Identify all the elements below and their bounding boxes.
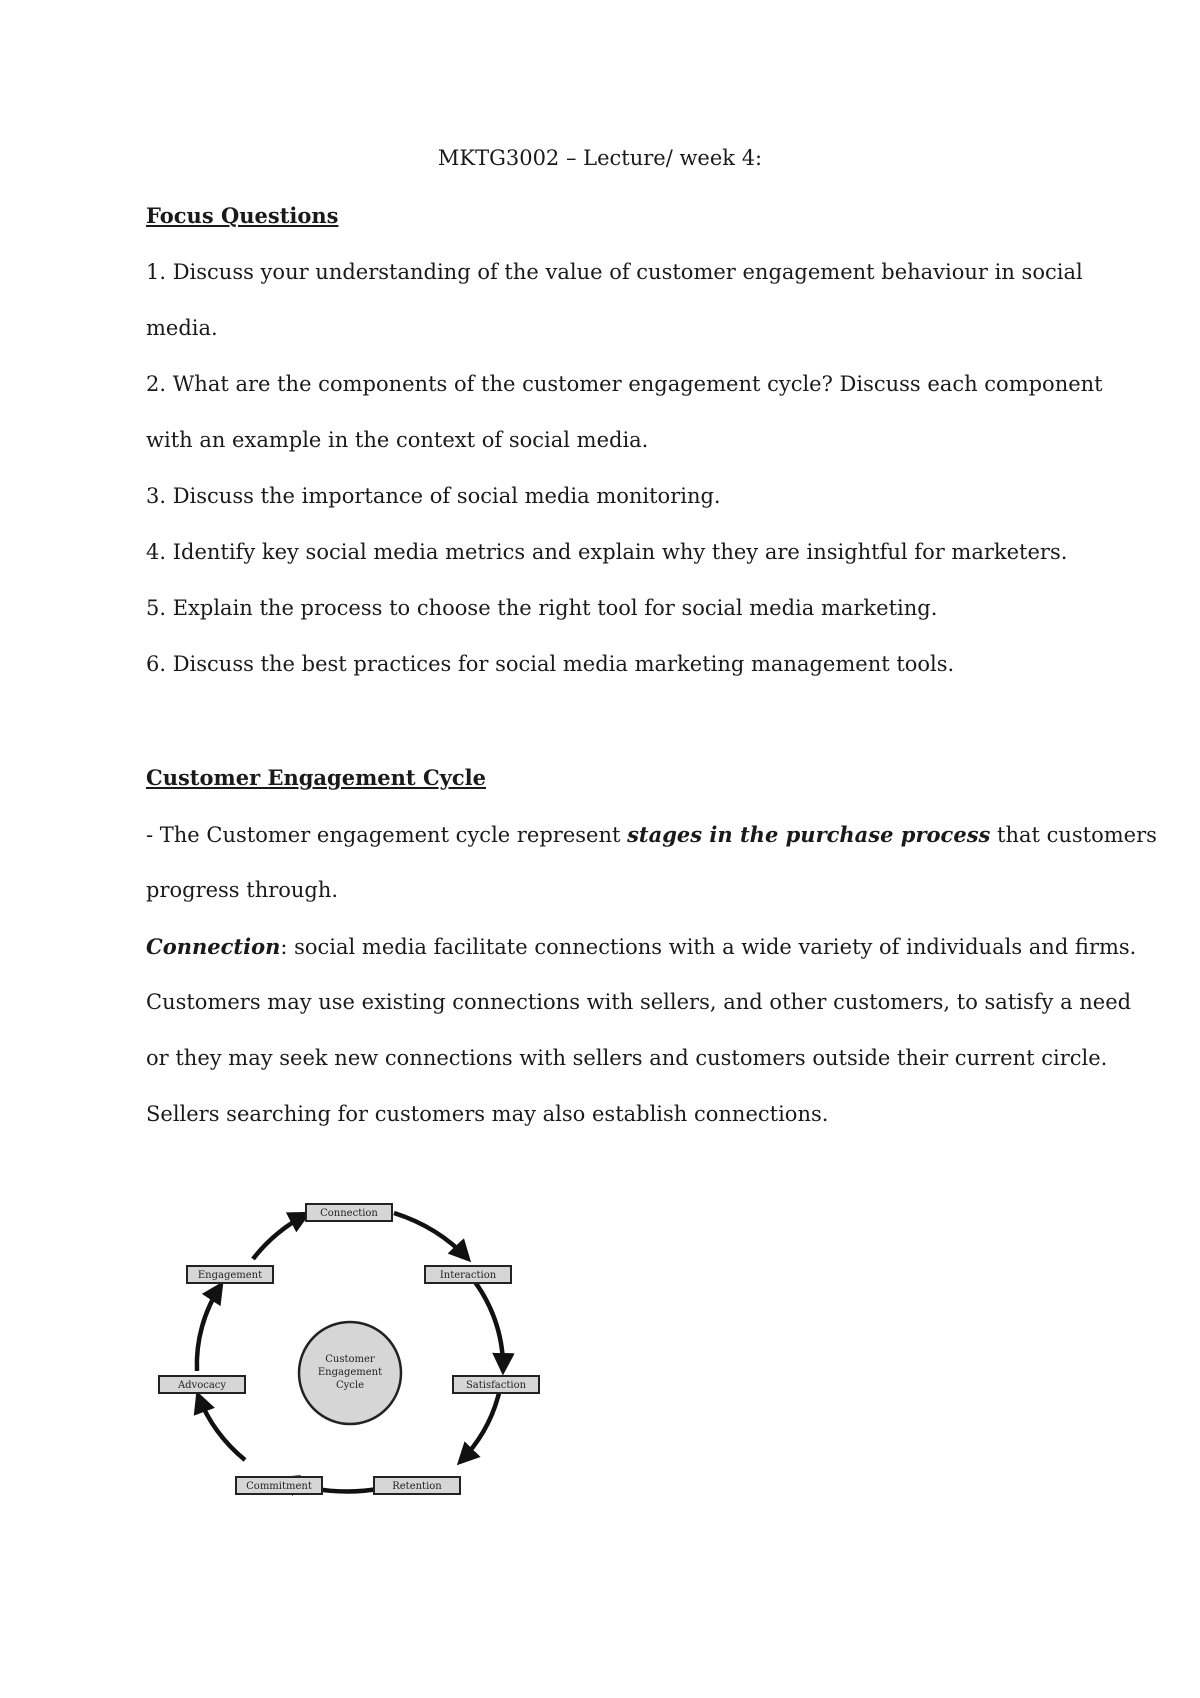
center-label: Engagement — [317, 1367, 383, 1378]
connection-term: Connection — [146, 934, 281, 959]
arrow-satisfaction-retention — [460, 1393, 499, 1462]
question-line: 4. Identify key social media metrics and explain why they are insightful for marketers. — [146, 540, 1068, 564]
arrow-connection-interaction — [394, 1213, 468, 1259]
stage-label-connection: Connection — [320, 1208, 378, 1219]
center-label: Cycle — [335, 1380, 365, 1391]
stage-label-commitment: Commitment — [246, 1481, 312, 1492]
connection-line-2: Customers may use existing connections with sellers, and other customers, to satisfy a need — [146, 990, 1132, 1014]
question-line: 3. Discuss the importance of social media monitoring. — [146, 484, 721, 508]
intro-line-2: progress through. — [146, 878, 339, 902]
engagement-cycle-diagram — [150, 1195, 550, 1525]
arrow-interaction-satisfaction — [475, 1282, 503, 1371]
question-line: 1. Discuss your understanding of the value of customer engagement behaviour in social — [146, 260, 1083, 284]
stage-label-engagement: Engagement — [197, 1270, 263, 1281]
connection-text: : social media facilitate connections with a wide variety of individuals and firms. — [280, 935, 1137, 959]
intro-line — [146, 822, 1157, 847]
question-line: with an example in the context of social media. — [146, 428, 649, 452]
connection-line — [146, 934, 1136, 959]
connection-line-4: Sellers searching for customers may also establish connections. — [146, 1102, 829, 1126]
center-label: Customer — [325, 1354, 375, 1365]
question-line: 2. What are the components of the customer engagement cycle? Discuss each component — [146, 372, 1103, 396]
cycle-heading: Customer Engagement Cycle — [146, 765, 486, 790]
intro-suffix: that customers — [990, 823, 1157, 847]
intro-prefix: - The Customer engagement cycle represent — [146, 823, 628, 847]
intro-emphasis: stages in the purchase process — [627, 822, 991, 847]
arrow-commitment-advocacy — [198, 1395, 245, 1460]
question-line: 6. Discuss the best practices for social media marketing management tools. — [146, 652, 955, 676]
arrow-engagement-connection — [253, 1214, 307, 1259]
arrow-advocacy-engagement — [197, 1285, 221, 1371]
stage-label-interaction: Interaction — [439, 1270, 497, 1281]
connection-line-3: or they may seek new connections with sellers and customers outside their current circle. — [146, 1046, 1108, 1070]
stage-label-satisfaction: Satisfaction — [465, 1380, 527, 1391]
stage-label-advocacy: Advocacy — [177, 1380, 227, 1391]
focus-questions-heading: Focus Questions — [146, 203, 339, 228]
stage-label-retention: Retention — [392, 1481, 442, 1492]
question-line: 5. Explain the process to choose the right tool for social media marketing. — [146, 596, 938, 620]
page-title: MKTG3002 – Lecture/ week 4: — [437, 146, 763, 170]
question-line: media. — [146, 316, 218, 340]
